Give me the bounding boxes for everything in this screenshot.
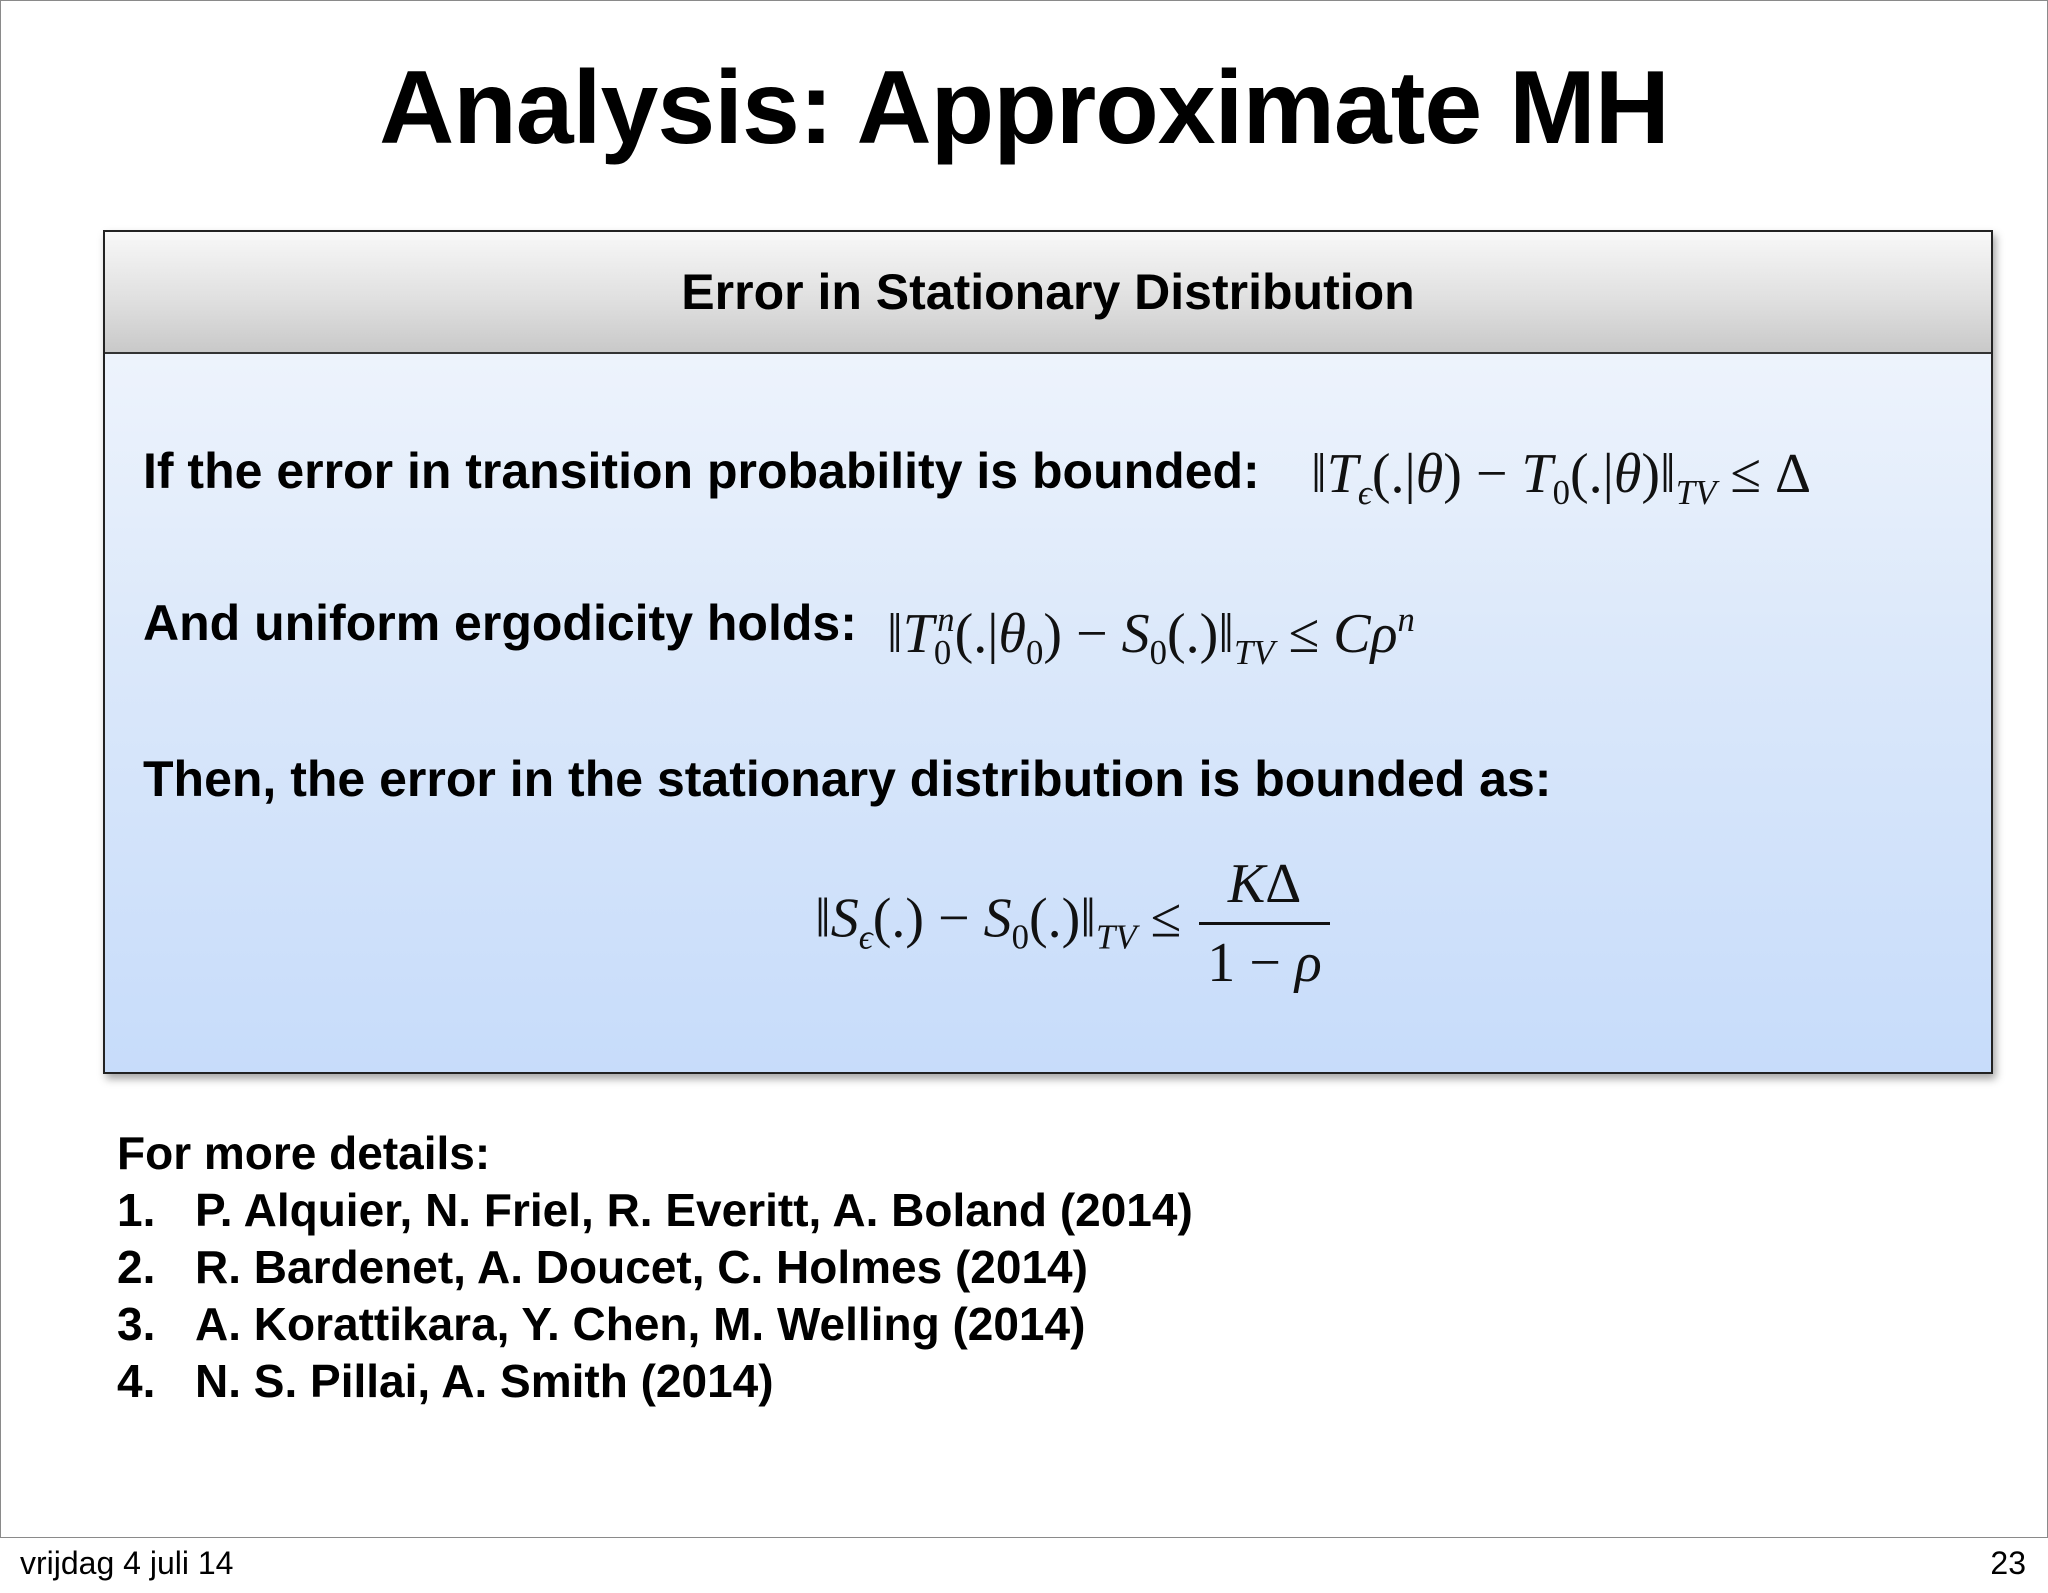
fraction: $\frac{K\Delta}{1 - \rho}$ (1199, 852, 1329, 995)
equation-ergodicity-bound: $‖T_0^n(.|\theta_0)$ − $S_0(.)‖_{TV} \le C\rho^n$ (887, 600, 1415, 672)
footer-date: vrijdag 4 juli 14 (20, 1545, 234, 1581)
footer-page-number: 23 (1990, 1545, 2026, 1581)
equation-stationary-bound: $‖S_\epsilon(.)$ − $S_0(.)‖_{TV}$ ≤ $\frac{K\Delta}{1 - \rho}$ (815, 852, 1330, 995)
statement-conclusion: Then, the error in the stationary distribution is bounded as: (143, 751, 1552, 807)
slide-title: Analysis: Approximate MH (379, 50, 1669, 166)
reference-item: 4. N. S. Pillai, A. Smith (2014) (117, 1355, 774, 1407)
statement-transition-error: If the error in transition probability is bounded: (143, 443, 1260, 499)
references-intro: For more details: (117, 1127, 491, 1179)
reference-item: 3. A. Korattikara, Y. Chen, M. Welling (2014) (117, 1298, 1086, 1350)
theorem-box-header: Error in Stationary Distribution (105, 232, 1991, 354)
theorem-box (103, 230, 1993, 1074)
references-list (117, 1182, 1193, 1410)
reference-item: 1. P. Alquier, N. Friel, R. Everitt, A. Boland (2014) (117, 1184, 1193, 1236)
reference-item: 2. R. Bardenet, A. Doucet, C. Holmes (2014) (117, 1241, 1088, 1293)
statement-uniform-ergodicity: And uniform ergodicity holds: (143, 595, 857, 651)
references (117, 1125, 1193, 1410)
equation-transition-bound: $‖T_\epsilon(.|\theta)$ − $T_0(.|\theta)‖_{TV} \le \Delta$ (1311, 443, 1812, 513)
